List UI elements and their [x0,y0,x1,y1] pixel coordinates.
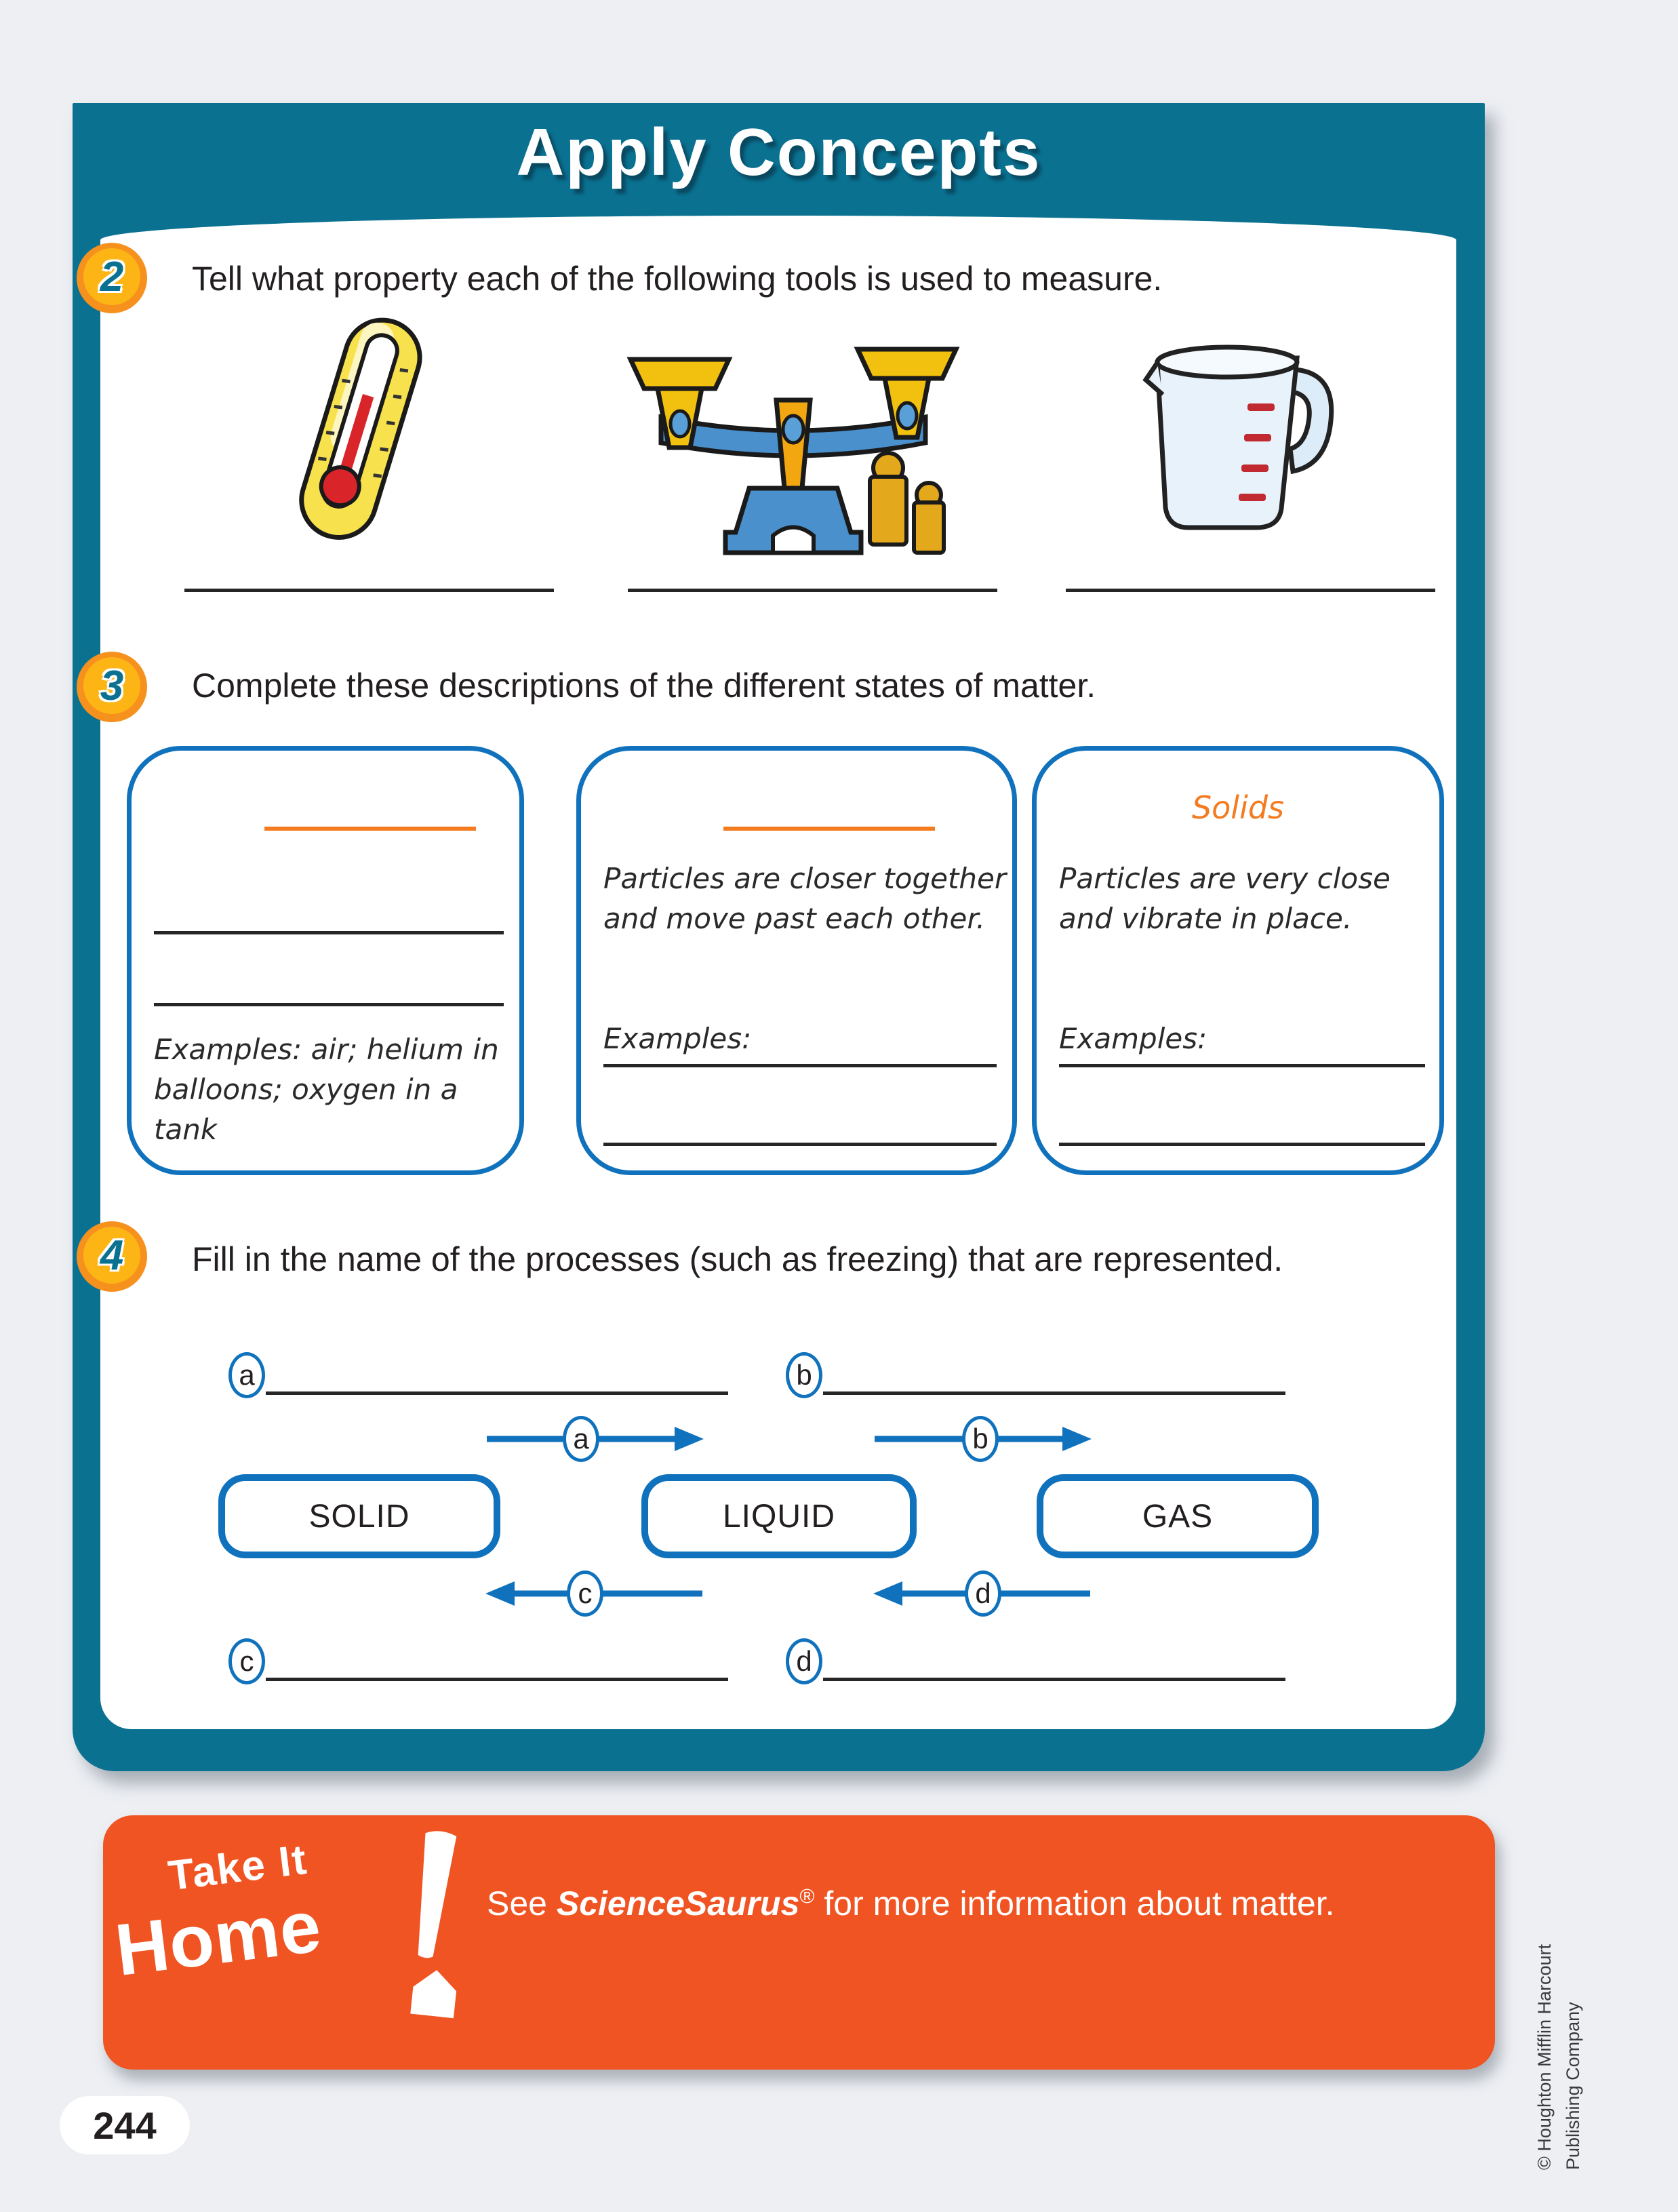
question-2-badge [77,243,147,313]
question-2-prompt: Tell what property each of the following tools is used to measure. [192,260,1163,298]
q4-answer-line-c[interactable] [266,1678,728,1681]
page-number: 244 [93,2104,157,2147]
solids-description-text: Particles are very close and vibrate in place. [1059,862,1391,935]
solids-examples-line-1[interactable] [1059,1064,1425,1067]
measuring-cup-icon [1122,332,1359,542]
arrow-b-letter: b [972,1423,988,1455]
phase-box-solid [218,1474,500,1558]
arrow-d-letter-circle [965,1571,1001,1617]
arrow-a-letter-circle [563,1416,599,1462]
liquids-description-text: Particles are closer together and move past each other. [603,862,1007,935]
phase-gas-label: GAS [1142,1498,1214,1535]
state-box-gases [127,746,524,1175]
take-it-text: Take It [165,1836,311,1900]
page-title: Apply Concepts [516,115,1041,189]
arrow-b-letter-circle [962,1416,999,1462]
banner-brand: ScienceSaurus [556,1884,800,1922]
page-number-pill [60,2096,190,2154]
phase-box-gas [1037,1474,1319,1558]
question-3-badge-inner [83,657,140,714]
question-4-number: 4 [100,1231,124,1279]
q4-answer-line-a[interactable] [266,1391,728,1395]
q2-answer-line-1[interactable] [184,589,554,592]
q4-answer-line-b[interactable] [823,1391,1285,1395]
thermometer-icon [285,309,447,559]
copyright-line-2: Publishing Company [1562,2002,1583,2170]
letter-a-answer-circle [228,1352,265,1398]
phase-liquid-label: LIQUID [722,1498,836,1535]
arrow-a-letter: a [573,1423,589,1455]
letter-b-label: b [796,1359,812,1391]
gases-title-blank[interactable] [264,827,476,831]
question-2-badge-inner [83,248,140,305]
banner-rest: for more information about matter. [814,1884,1335,1922]
letter-c-label: c [239,1645,254,1677]
exclamation-house-icon [393,1828,475,2038]
solids-examples-label: Examples: [1059,1022,1207,1055]
letter-d-label: d [796,1645,812,1677]
solids-examples-line-2[interactable] [1059,1143,1425,1146]
liquids-examples-line-2[interactable] [603,1143,997,1146]
balance-scale-icon [620,329,966,559]
letter-b-answer-circle [786,1352,822,1398]
question-4-badge-inner [83,1227,140,1284]
banner-see: See [487,1884,557,1922]
question-3-number: 3 [100,662,124,709]
state-box-solids [1032,746,1444,1175]
solids-title: Solids [1191,789,1285,826]
question-4-badge [77,1221,147,1292]
letter-d-answer-circle [786,1638,822,1684]
letter-a-label: a [239,1359,255,1391]
q4-answer-line-d[interactable] [823,1678,1285,1681]
letter-c-answer-circle [228,1638,265,1684]
question-2-number: 2 [100,253,124,300]
phase-box-liquid [641,1474,917,1558]
question-3-prompt: Complete these descriptions of the different states of matter. [192,667,1096,705]
gases-examples-text: Examples: air; helium in balloons; oxygen in a tank [154,1033,499,1146]
copyright-notice [1531,1919,1588,2170]
banner-message [487,1874,1409,1934]
arrow-c-letter: c [578,1577,593,1609]
phase-solid-label: SOLID [308,1498,410,1535]
gases-description-line-1[interactable] [154,931,504,934]
arrow-c-letter-circle [567,1571,603,1617]
liquids-title-blank[interactable] [723,827,935,831]
state-box-liquids [576,746,1017,1175]
arrow-d-letter: d [975,1577,991,1609]
q2-answer-line-2[interactable] [628,589,997,592]
question-3-badge [77,652,147,722]
liquids-examples-label: Examples: [603,1022,752,1055]
q2-answer-line-3[interactable] [1066,589,1435,592]
copyright-line-1: © Houghton Mifflin Harcourt [1534,1943,1555,2170]
registered-mark: ® [799,1885,815,1908]
question-4-prompt: Fill in the name of the processes (such as freezing) that are represented. [192,1240,1283,1278]
home-text: Home [111,1884,326,1992]
liquids-examples-line-1[interactable] [603,1064,997,1067]
take-it-home-banner [103,1815,1495,2070]
gases-description-line-2[interactable] [154,1003,504,1006]
